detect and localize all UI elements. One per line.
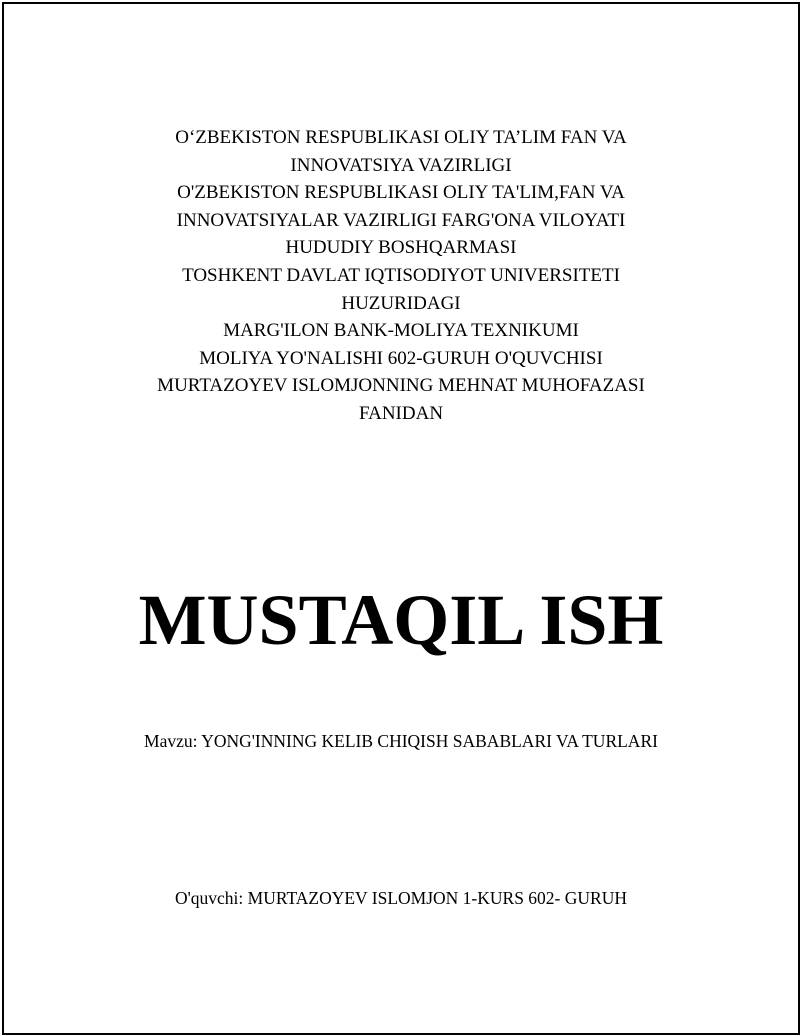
header-line: O'ZBEKISTON RESPUBLIKASI OLIY TA'LIM,FAN VA <box>177 182 625 204</box>
header-line: HUZURIDAGI <box>341 292 461 314</box>
institution-header <box>4 124 798 428</box>
header-line: INNOVATSIYA VAZIRLIGI <box>290 154 512 176</box>
header-line: MOLIYA YO'NALISHI 602-GURUH O'QUVCHISI <box>199 347 603 369</box>
header-line: MURTAZOYEV ISLOMJONNING MEHNAT MUHOFAZASI <box>157 375 645 397</box>
student-line: O'quvchi: MURTAZOYEV ISLOMJON 1-KURS 602- GURUH <box>175 888 627 908</box>
document-title: MUSTAQIL ISH <box>138 580 664 660</box>
header-line: MARG'ILON BANK-MOLIYA TEXNIKUMI <box>223 320 579 342</box>
header-line: O‘ZBEKISTON RESPUBLIKASI OLIY TA’LIM FAN VA <box>175 127 627 148</box>
header-line: INNOVATSIYALAR VAZIRLIGI FARG'ONA VILOYATI <box>176 209 626 231</box>
document-page <box>2 2 800 1035</box>
topic-line: Mavzu: YONG'INNING KELIB CHIQISH SABABLARI VA TURLARI <box>144 731 658 751</box>
header-line: HUDUDIY BOSHQARMASI <box>285 237 517 259</box>
header-line: TOSHKENT DAVLAT IQTISODIYOT UNIVERSITETI <box>182 264 620 286</box>
header-line: FANIDAN <box>358 402 444 424</box>
